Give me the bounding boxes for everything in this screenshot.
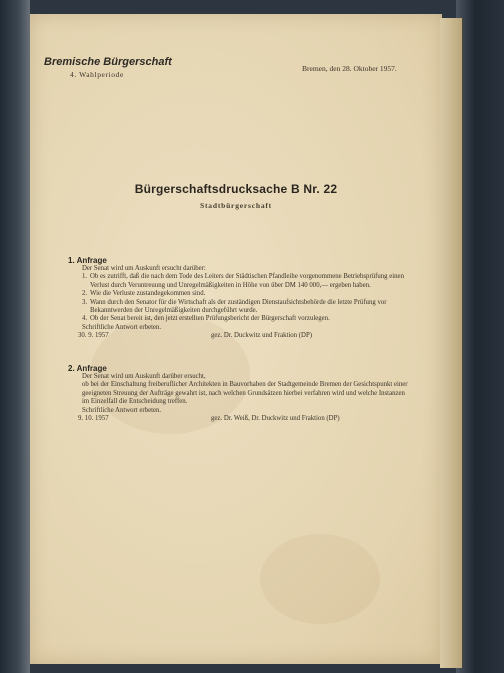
- binding-strip: [440, 18, 463, 668]
- anfrage-1-signature-line: [68, 332, 408, 342]
- anfrage-1-signature: gez. Dr. Duckwitz und Fraktion (DP): [211, 332, 312, 340]
- anfrage-1-date: 30. 9. 1957: [78, 332, 109, 340]
- organization-name: Bremische Bürgerschaft: [44, 56, 172, 68]
- anfrage-2-signature: gez. Dr. Weiß, Dr. Duckwitz und Fraktion (DP): [211, 415, 340, 423]
- anfrage-2-answer-note: Schriftliche Antwort erbeten.: [82, 406, 162, 414]
- anfrage-1-intro: Der Senat wird um Auskunft ersucht darüber:: [82, 265, 206, 272]
- legislative-period: 4. Wahlperiode: [70, 70, 124, 79]
- list-item: 3. Wann durch den Senator für die Wirtschaft als der zuständigen Dienstaufsichtsbehörde die letzte Prüfung vor Bekanntwerden der Unregelmäßigkeiten durchgeführt wurde.: [82, 298, 387, 315]
- anfrage-2-date: 9. 10. 1957: [78, 415, 109, 423]
- scan-background-right: [456, 0, 504, 673]
- title-block: [30, 182, 442, 210]
- anfrage-2-heading: 2. Anfrage: [68, 364, 107, 373]
- list-item: 2. Wie die Verluste zustandegekommen sind.: [82, 290, 206, 298]
- document-date: Bremen, den 28. Oktober 1957.: [302, 64, 397, 73]
- anfrage-2: [68, 364, 408, 425]
- letterhead: [44, 56, 172, 79]
- anfrage-2-body: ob bei der Einschaltung freiberuflicher Architekten in Bauvorhaben der Stadtgemeinde Bremen der Gesichtspunkt einer geeigneten Streuung der Aufträge gewahrt ist, nach welchen Grundsätzen hierbei verfahren wird und welche Instanzen im Einzelfall die Entscheidung treffen.: [82, 381, 408, 406]
- anfrage-2-intro: Der Senat wird um Auskunft darüber ersucht,: [82, 373, 206, 380]
- anfrage-1-answer-note: Schriftliche Antwort erbeten.: [82, 323, 162, 331]
- paper-stain: [260, 534, 380, 624]
- anfrage-1-heading: 1. Anfrage: [68, 256, 107, 265]
- list-item: 4. Ob der Senat bereit ist, den jetzt erstellten Prüfungsbericht der Bürgerschaft vorzulegen.: [82, 315, 330, 323]
- document-page: [30, 14, 442, 664]
- list-item: 1. Ob es zutrifft, daß die nach dem Tode des Leiters der Städtischen Pfandleihe vorgenommene Betriebsprüfung einen Verlust durch Veruntreuung und Unregelmäßigkeiten in Höhe von über DM 140 000,— ergeben haben.: [82, 273, 404, 289]
- anfrage-2-signature-line: [68, 415, 408, 425]
- scan-background-left: [0, 0, 30, 673]
- document-title: Bürgerschaftsdrucksache B Nr. 22: [134, 182, 338, 196]
- document-subtitle: Stadtbürgerschaft: [200, 201, 272, 210]
- anfrage-1: [68, 256, 408, 342]
